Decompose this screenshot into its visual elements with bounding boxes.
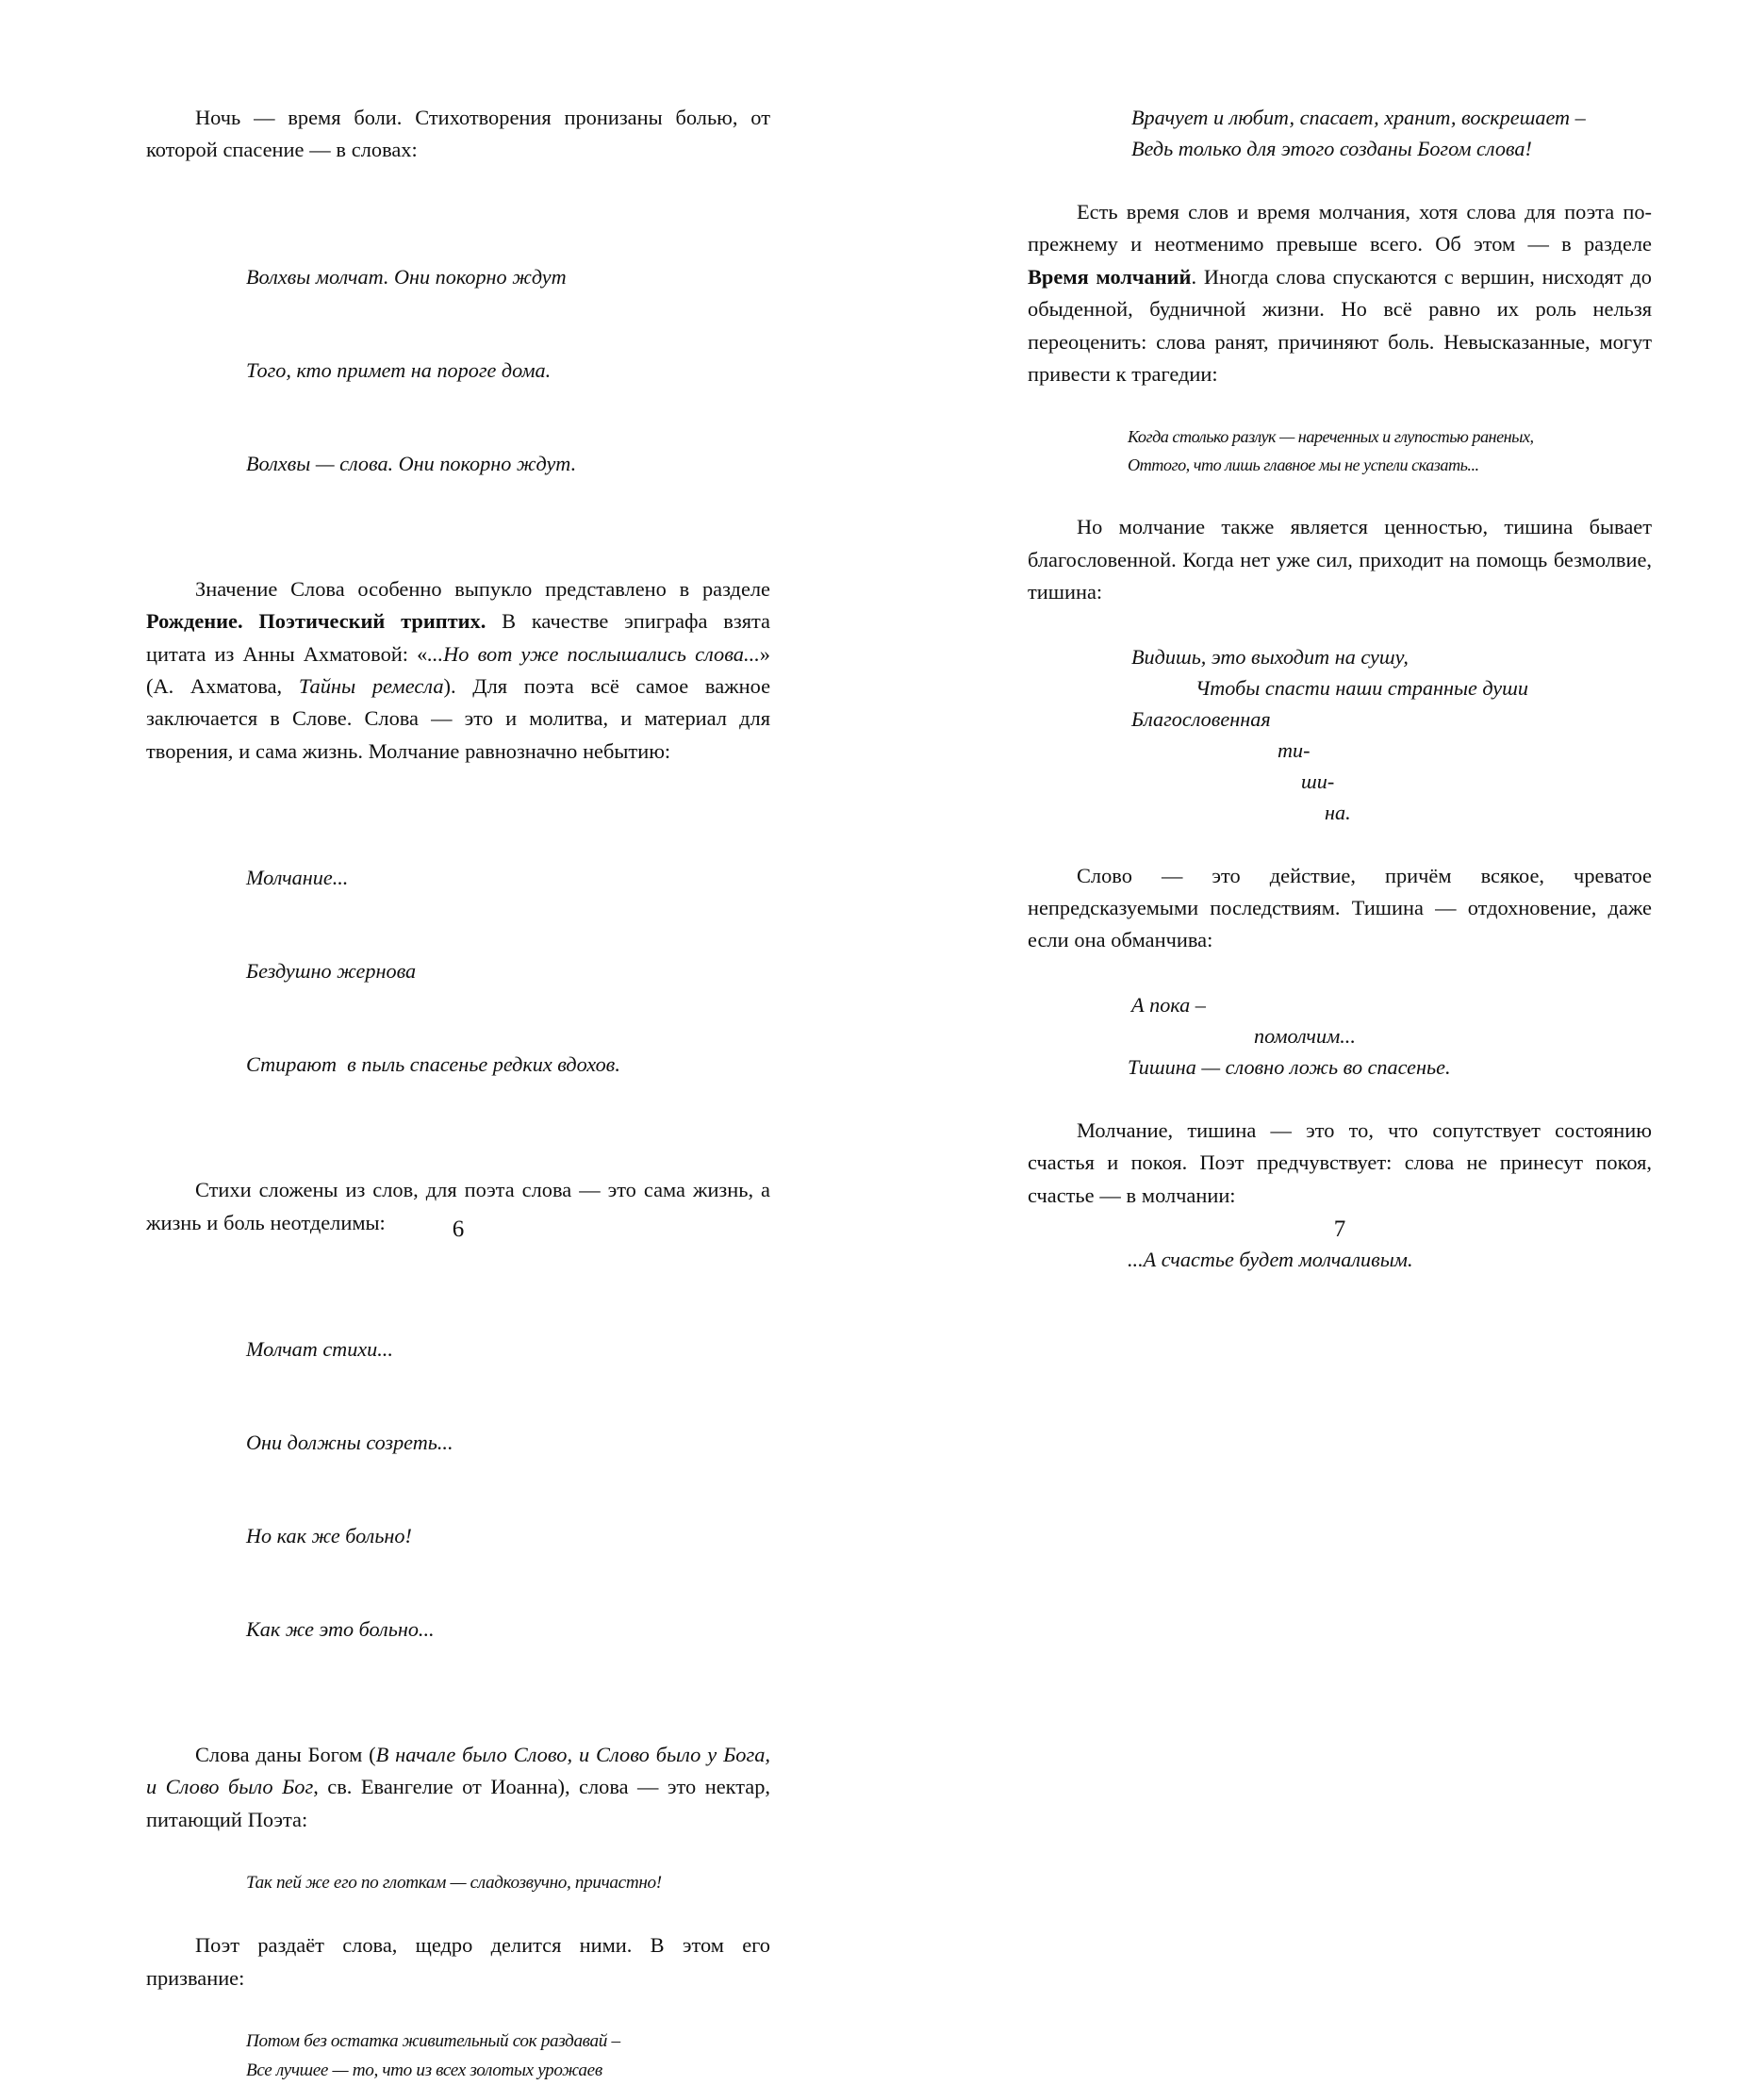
paragraph-verses-made-of-words: Стихи сложены из слов, для поэта слова — это сама жизнь, а жизнь и боль неотделимы: [146, 1178, 770, 1234]
text-run: Значение Слова особенно выпукло представлено в разделе [195, 576, 770, 601]
paragraph-words-given-by-god [146, 1739, 770, 1836]
verse-line: помолчим... [1254, 1023, 1356, 1048]
verse-vrachuet [1028, 102, 1652, 164]
section-title-birth-triptych: Рождение. Поэтический триптих. [146, 609, 486, 634]
verse-line: ши- [1301, 769, 1335, 793]
verse-line: на. [1325, 800, 1351, 824]
section-title-time-of-silences: Время молчаний [1028, 264, 1192, 289]
left-text-column [146, 102, 771, 2081]
text-run: Есть время слов и время молчания, хотя слова для поэта по-прежнему и неотменимо превыше всего. Об этом — в разделе [1028, 200, 1652, 256]
paragraph-time-of-words [1028, 196, 1652, 390]
verse-kogda-stolko-razluk [1028, 422, 1652, 479]
paragraph-poet-gives-words: Поэт раздаёт слова, щедро делится ними. В этом его призвание: [146, 1933, 770, 1990]
text-run: В качестве эпиграфа взята цитата из Анны Ахматовой: « [146, 609, 770, 666]
verse-vidish [1028, 641, 1652, 828]
verse-line: А пока – [1131, 992, 1206, 1017]
verse-a-poka [1028, 989, 1652, 1083]
text-run: ). Для поэта всё самое важное заключается в Слове. Слова — это и молитва, и материал для творения, и сама жизнь. Молчание равнозначно небытию: [146, 674, 771, 763]
verse-molchat-stihi [146, 1271, 770, 1707]
verse-line: Стирают в пыль спасенье редких вдохов. [246, 1052, 620, 1077]
verse-line: Но как же больно! [246, 1524, 412, 1548]
verse-line: Ведь только для этого созданы Богом слова! [1131, 137, 1532, 160]
verse-line: Того, кто примет на пороге дома. [246, 357, 552, 382]
verse-line: Благословенная [1131, 706, 1271, 731]
page-number-right: 7 [1333, 1216, 1346, 1242]
verse-line: Чтобы спасти наши странные души [1195, 675, 1528, 700]
verse-line: Тишина — словно ложь во спасенье. [1128, 1054, 1451, 1079]
verse-tak-pei [146, 1868, 770, 1897]
paragraph-meaning-of-word [146, 573, 770, 768]
verse-line: Оттого, что лишь главное мы не успели сказать... [1128, 455, 1479, 475]
verse-line: Бездушно жернова [246, 959, 417, 984]
verse-line: Потом без остатка живительный сок раздавай – [246, 2031, 620, 2052]
verse-potom-bez-ostatka [146, 2027, 770, 2085]
verse-line: Когда столько разлук — нареченных и глупостью раненых, [1128, 427, 1534, 447]
akhmatova-work-title: Тайны ремесла [298, 674, 444, 699]
page-right [882, 0, 1763, 1372]
verse-line: ...А счастье будет молчаливым. [1128, 1248, 1413, 1272]
paragraph-silence-is-value: Но молчание также является ценностью, тишина бывает благословенной. Когда нет уже сил, приходит на помощь безмолвие, тишина: [1028, 515, 1652, 604]
verse-line: Волхвы — слова. Они покорно ждут. [246, 451, 577, 475]
text-run: Слова даны Богом ( [195, 1743, 376, 1767]
verse-line: Так пей же его по глоткам — сладкозвучно, причастно! [246, 1873, 662, 1894]
verse-line: Волхвы молчат. Они покорно ждут [246, 264, 567, 289]
gospel-quote: В начале было Слово, и Слово было у Бога, и Слово было Бог [146, 1743, 771, 1799]
verse-line: Все лучшее — то, что из всех золотых урожаев [246, 2060, 602, 2081]
paragraph-silence-accompanies-happiness: Молчание, тишина — это то, что сопутствует состоянию счастья и покоя. Поэт предчувствует: слова не принесут покоя, счастье — в молчании: [1028, 1117, 1652, 1207]
verse-molchanie [146, 800, 770, 1142]
verse-a-schastie [1028, 1244, 1652, 1275]
text-run: » (А. Ахматова, [146, 641, 770, 699]
paragraph-word-is-action: Слово — это действие, причём всякое, чреватое непредсказуемыми последствиям. Тишина — отдохновение, даже если она обманчива: [1028, 863, 1652, 952]
page-left [0, 0, 882, 2081]
verse-volhvy [146, 199, 770, 541]
verse-line: Молчат стихи... [246, 1337, 393, 1362]
verse-line: Молчание... [246, 866, 349, 890]
page-number-left: 6 [452, 1216, 465, 1242]
verse-line: Врачует и любит, спасает, хранит, воскрешает – [1131, 106, 1586, 129]
text-run: . Иногда слова спускаются с вершин, нисходят до обыденной, будничной жизни. Но всё равно их роль нельзя переоценить: слова ранят, причиняют боль. Невысказанные, могут привести к трагедии: [1028, 264, 1652, 387]
text-run: , св. Евангелие от Иоанна), слова — это нектар, питающий Поэта: [146, 1775, 770, 1831]
akhmatova-epigraph-quote: ...Но вот уже послышались слова... [427, 641, 760, 666]
right-text-column [1028, 102, 1652, 1272]
verse-line: ти- [1278, 737, 1311, 762]
verse-line: Видишь, это выходит на сушу, [1131, 644, 1409, 669]
verse-line: Как же это больно... [246, 1617, 435, 1642]
paragraph-night-time-of-pain: Ночь — время боли. Стихотворения пронизаны болью, от которой спасение — в словах: [146, 106, 770, 162]
verse-line: Они должны созреть... [246, 1431, 453, 1455]
